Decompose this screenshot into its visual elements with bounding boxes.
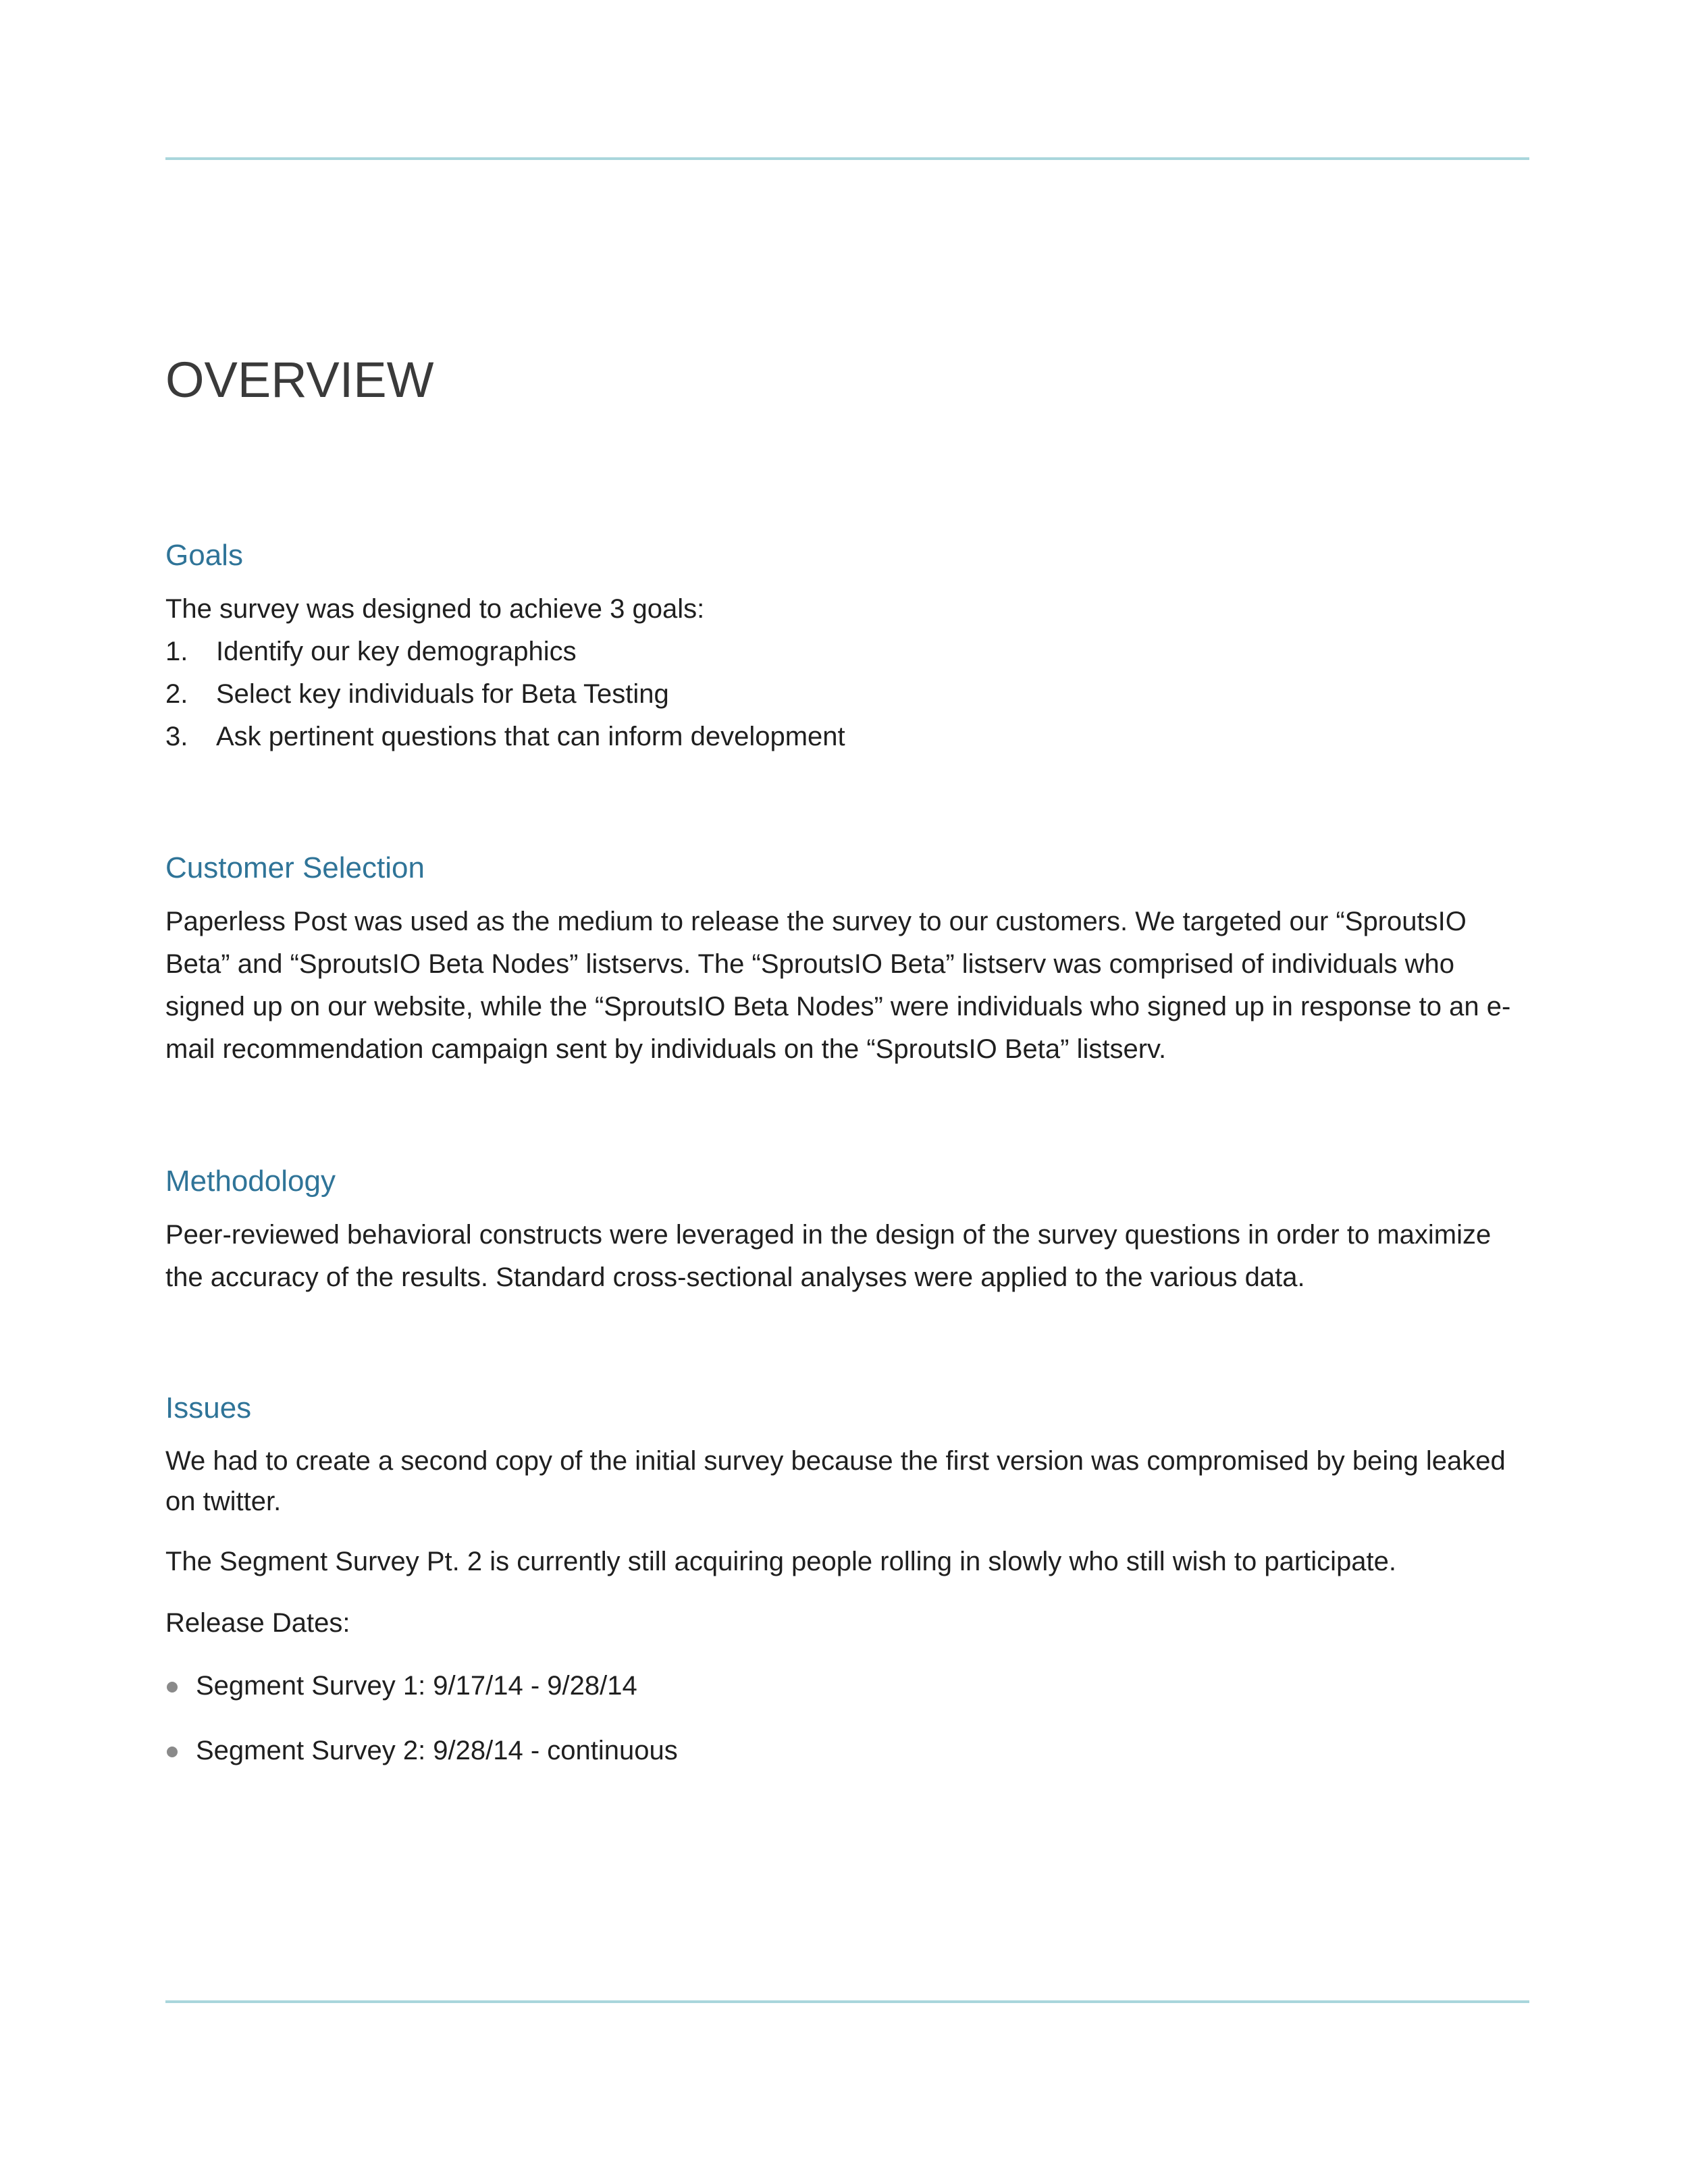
list-item-text: Identify our key demographics bbox=[216, 637, 577, 666]
issues-heading: Issues bbox=[165, 1391, 252, 1424]
list-item-text: Segment Survey 1: 9/17/14 - 9/28/14 bbox=[196, 1671, 637, 1701]
customer-selection-body: Paperless Post was used as the medium to release the survey to our customers. We targeted our “SproutsIO Beta” and “SproutsIO Beta Nodes” listservs. The “SproutsIO Beta” listserv was comprised of individuals who signed up on our website, while the “SproutsIO Beta Nodes” were individuals who signed up in response to an e-mail recommendation campaign sent by individuals on the “SproutsIO Beta” listserv. bbox=[165, 907, 1511, 1064]
customer-selection-section bbox=[165, 849, 1529, 1071]
list-item bbox=[165, 1665, 1529, 1707]
list-number: 2. bbox=[165, 679, 188, 709]
customer-selection-heading: Customer Selection bbox=[165, 851, 425, 884]
methodology-body: Peer-reviewed behavioral constructs were leveraged in the design of the survey questions in order to maximize the accuracy of the results. Standard cross-sectional analyses were applied to the various data. bbox=[165, 1220, 1492, 1292]
methodology-section bbox=[165, 1163, 1529, 1299]
page-title: OVERVIEW bbox=[165, 352, 434, 408]
release-dates-list bbox=[165, 1665, 1529, 1772]
list-item-text: Select key individuals for Beta Testing bbox=[216, 679, 669, 709]
bottom-divider bbox=[165, 2000, 1529, 2003]
bullet-icon bbox=[167, 1747, 178, 1757]
list-item bbox=[165, 716, 1529, 758]
list-item-text: Segment Survey 2: 9/28/14 - continuous bbox=[196, 1736, 678, 1765]
methodology-heading: Methodology bbox=[165, 1165, 336, 1198]
issues-paragraph-2: The Segment Survey Pt. 2 is currently still acquiring people rolling in slowly who still wish to participate. bbox=[165, 1547, 1397, 1576]
issues-paragraph-1: We had to create a second copy of the initial survey because the first version was compromised by being leaked on twitter. bbox=[165, 1446, 1506, 1516]
goals-section bbox=[165, 537, 1529, 758]
list-item-text: Ask pertinent questions that can inform development bbox=[216, 722, 845, 751]
list-number: 1. bbox=[165, 637, 188, 666]
list-item bbox=[165, 673, 1529, 716]
bullet-icon bbox=[167, 1682, 178, 1693]
goals-list bbox=[165, 631, 1529, 758]
list-item bbox=[165, 631, 1529, 673]
goals-intro: The survey was designed to achieve 3 goals: bbox=[165, 594, 705, 624]
issues-section bbox=[165, 1389, 1529, 1794]
top-divider bbox=[165, 157, 1529, 160]
list-number: 3. bbox=[165, 722, 188, 751]
goals-heading: Goals bbox=[165, 539, 243, 572]
release-dates-label: Release Dates: bbox=[165, 1608, 350, 1638]
list-item bbox=[165, 1730, 1529, 1772]
